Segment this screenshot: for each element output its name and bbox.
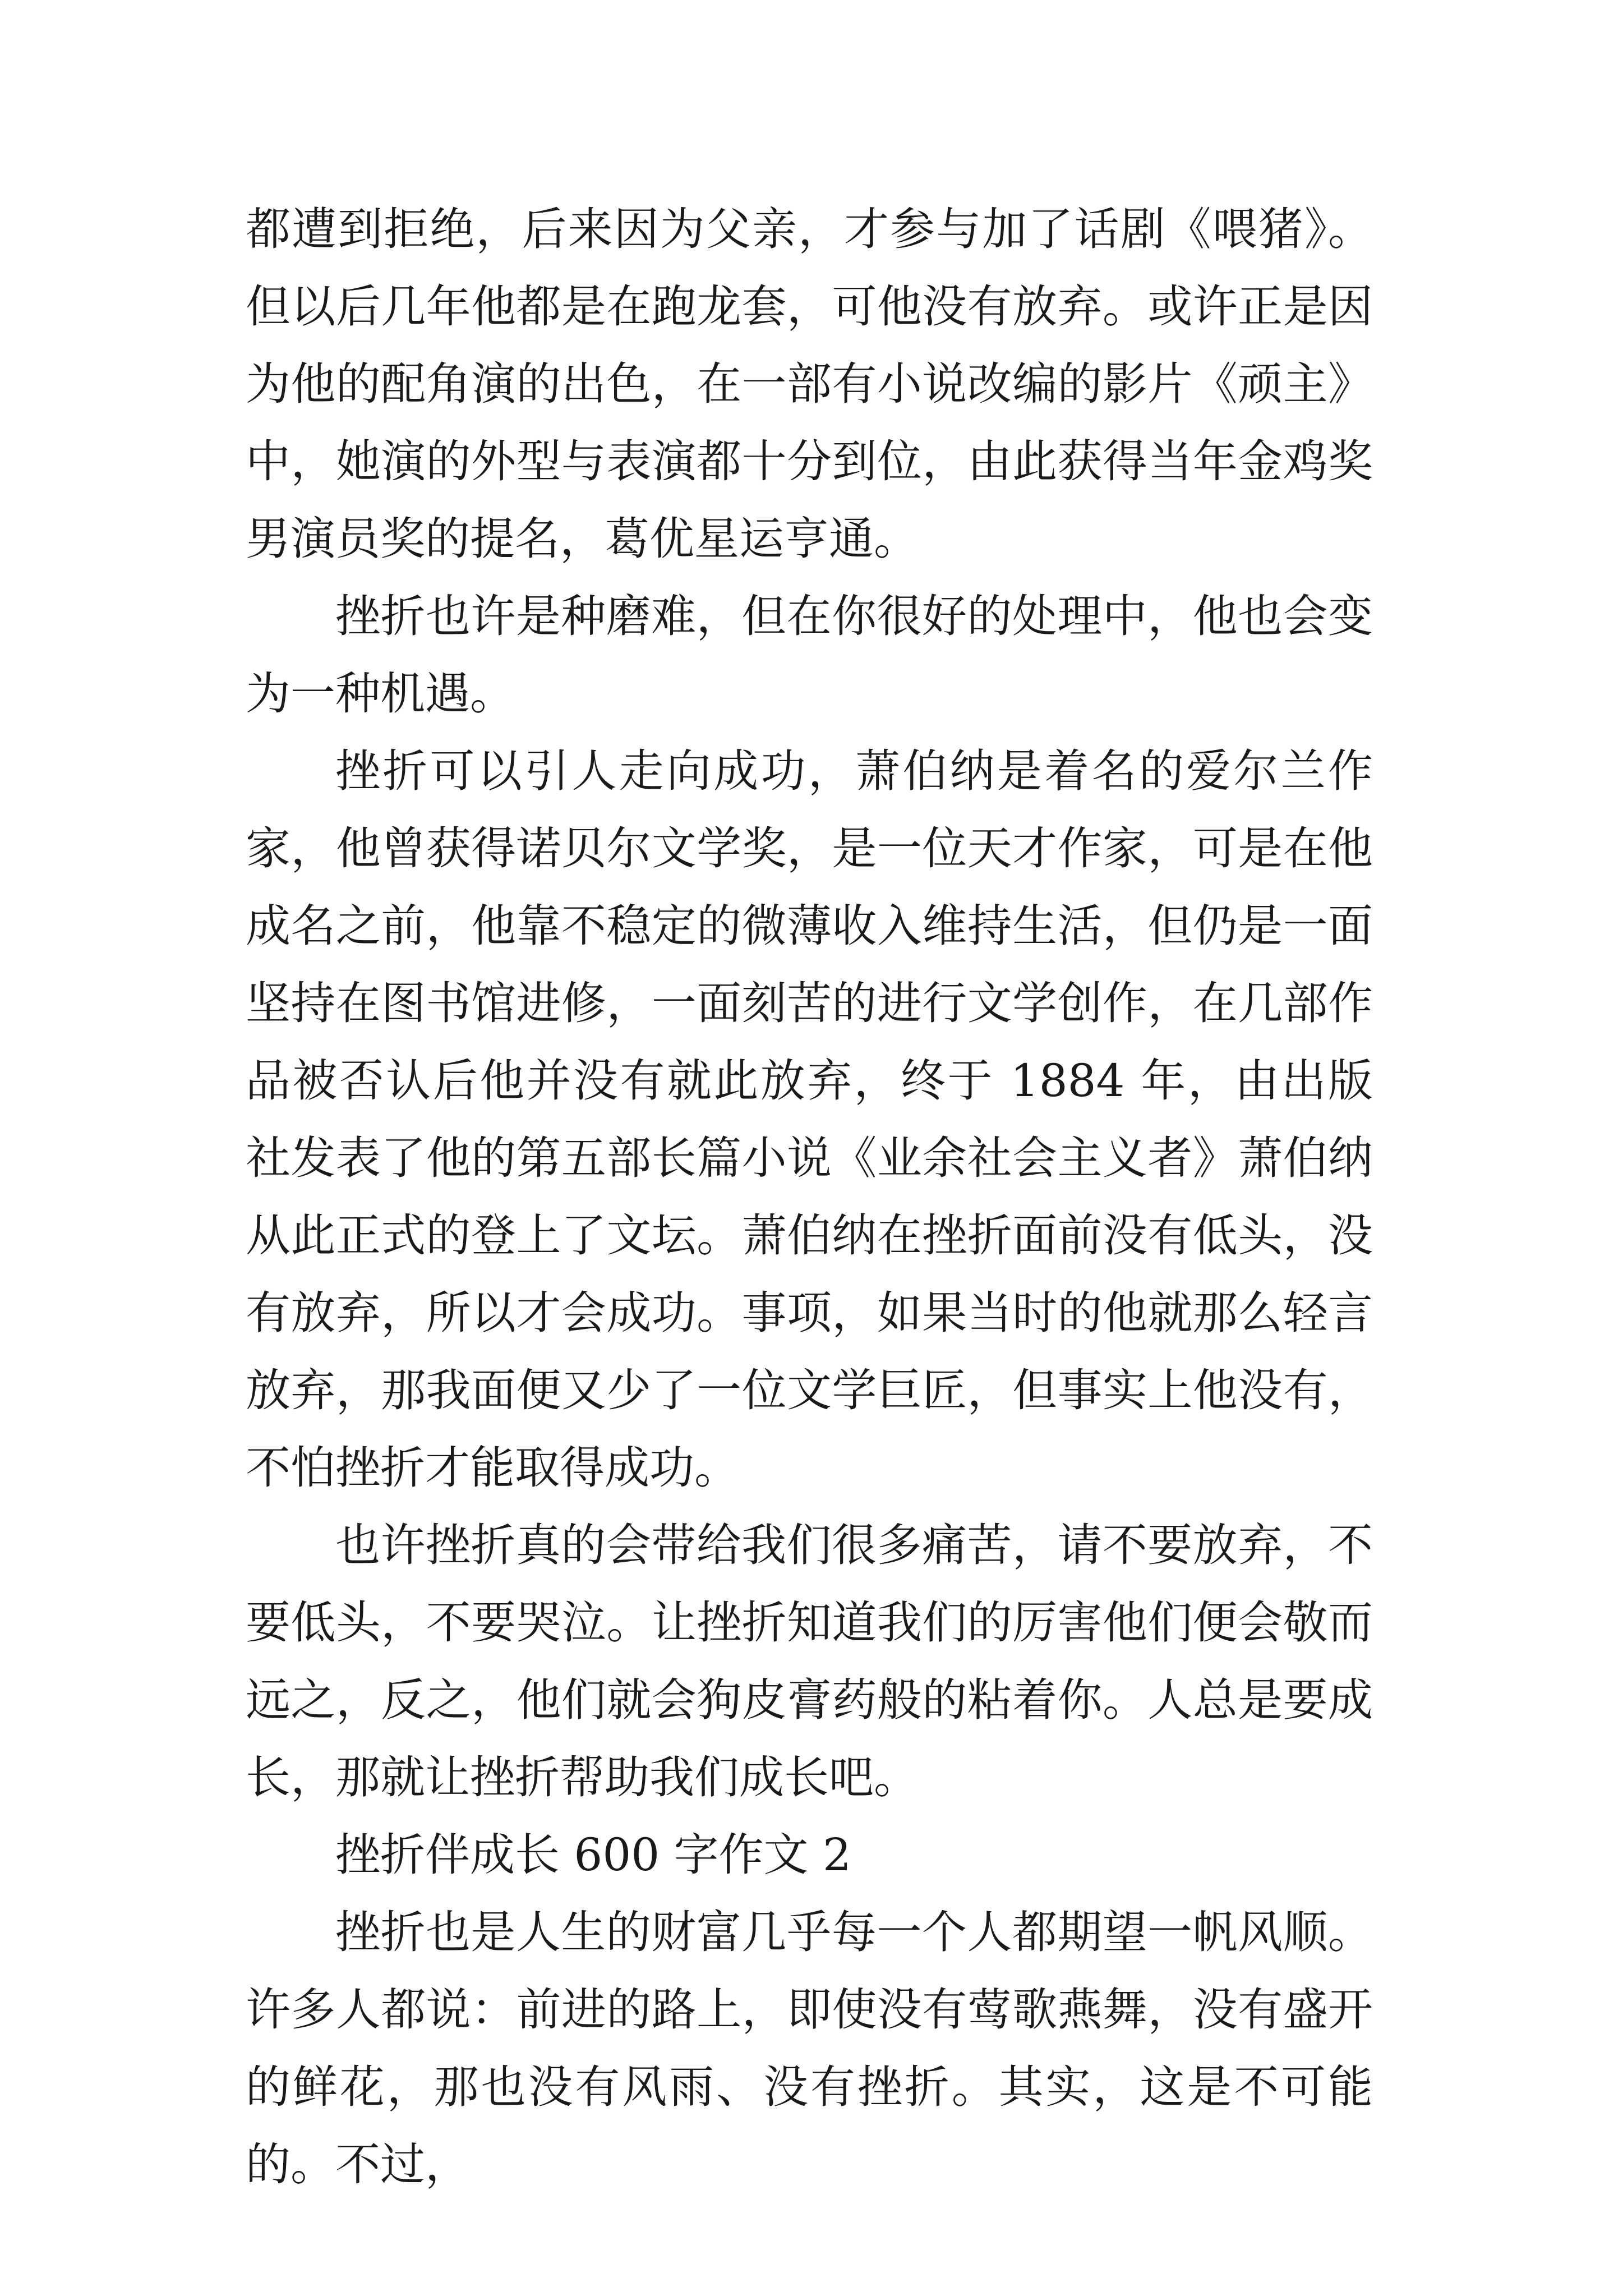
- paragraph-dont-give-up: 也许挫折真的会带给我们很多痛苦，请不要放弃，不要低头，不要哭泣。让挫折知道我们的厉害他们便会敬而远之，反之，他们就会狗皮膏药般的粘着你。人总是要成长，那就让挫折帮助我们成长吧。: [246, 1519, 1373, 1803]
- document-body: [246, 191, 1373, 2203]
- paragraph-setback-wealth: 挫折也是人生的财富几乎每一个人都期望一帆风顺。许多人都说：前进的路上，即使没有莺歌燕舞，没有盛开的鲜花，那也没有风雨、没有挫折。其实，这是不可能的。不过，: [246, 1906, 1373, 2191]
- essay-heading: 挫折伴成长 600 字作文 2: [335, 1829, 851, 1881]
- paragraph-bernard-shaw: 挫折可以引人走向成功，萧伯纳是着名的爱尔兰作家，他曾获得诺贝尔文学奖，是一位天才作家，可是在他成名之前，他靠不稳定的微薄收入维持生活，但仍是一面坚持在图书馆进修，一面刻苦的进行文学创作，在几部作品被否认后他并没有就此放弃，终于 1884 年，由出版社发表了他的第五部长篇小说《业余社会主义者》萧伯纳从此正式的登上了文坛。萧伯纳在挫折面前没有低头，没有放弃，所以才会成功。事项，如果当时的他就那么轻言放弃，那我面便又少了一位文学巨匠，但事实上他没有，不怕挫折才能取得成功。: [246, 745, 1373, 1494]
- paragraph-setback-opportunity: 挫折也许是种磨难，但在你很好的处理中，他也会变为一种机遇。: [246, 590, 1373, 720]
- paragraph-continuation: 都遭到拒绝，后来因为父亲，才参与加了话剧《喂猪》。但以后几年他都是在跑龙套，可他没有放弃。或许正是因为他的配角演的出色，在一部有小说改编的影片《顽主》中，她演的外型与表演都十分到位，由此获得当年金鸡奖男演员奖的提名，葛优星运亨通。: [246, 203, 1373, 565]
